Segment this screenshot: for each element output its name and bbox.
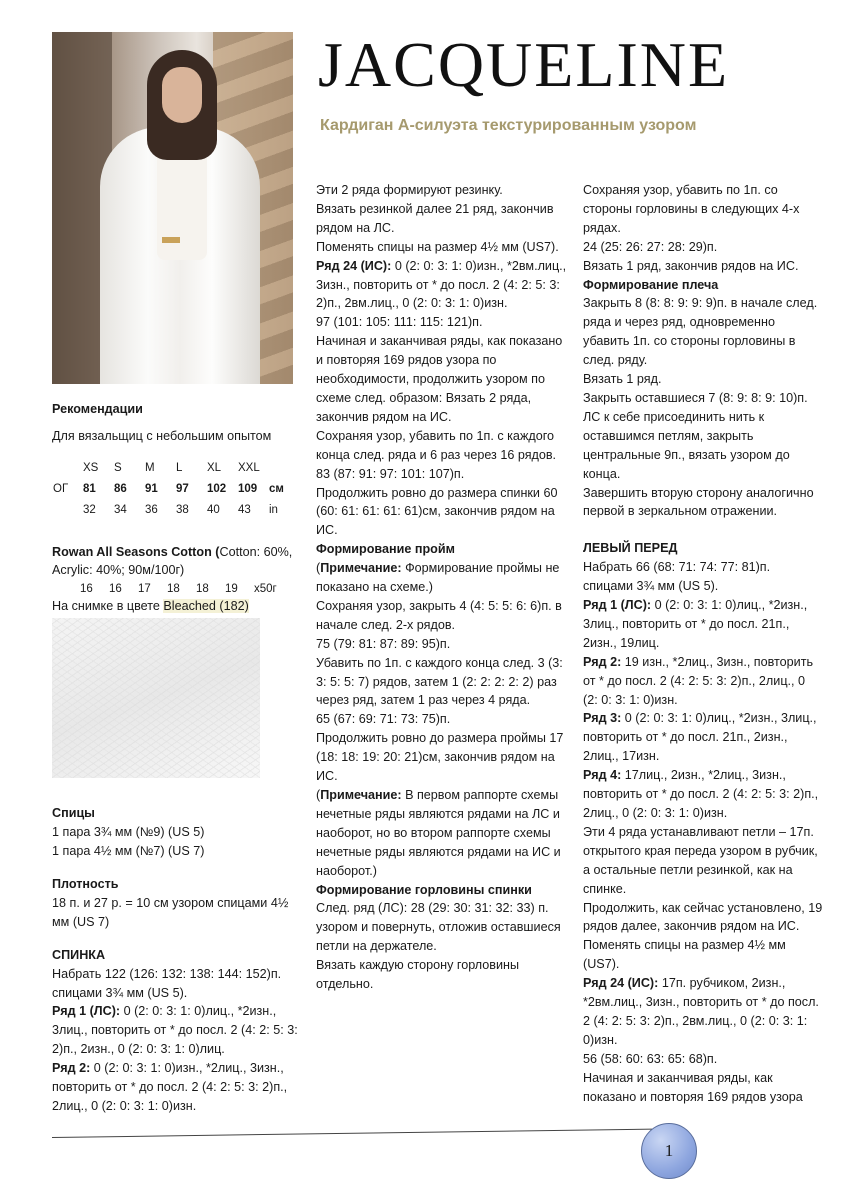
back-neck-heading: Формирование горловины спинки	[316, 882, 532, 897]
inch-cell: 34	[114, 503, 127, 516]
inch-cell: 43	[238, 503, 251, 516]
row-2	[583, 653, 823, 710]
paragraph: 65 (67: 69: 71: 73: 75)п.	[316, 712, 451, 727]
back-cast-on: Набрать 122 (126: 132: 138: 144: 152)п. спицами 3¾ мм (US 5).	[52, 966, 282, 1000]
paragraph: 83 (87: 91: 97: 101: 107)п.	[316, 466, 465, 481]
back-row-2	[52, 1059, 300, 1116]
paragraph: Вязать 1 ряд, закончив рядов на ИС.	[583, 258, 799, 273]
armhole-heading: Формирование пройм	[316, 542, 455, 557]
left-front-heading: ЛЕВЫЙ ПЕРЕД	[583, 541, 678, 556]
size-cell: S	[114, 461, 122, 474]
yarn-quantity-row	[52, 580, 300, 597]
yarn-qty: 16	[80, 583, 93, 596]
page-subtitle: Кардиган А-силуэта текстурированным узором	[320, 117, 697, 134]
paragraph: Поменять спицы на размер 4½ мм (US7).	[316, 239, 559, 254]
yarn-qty: 18	[196, 583, 209, 596]
row-label: Ряд 3:	[583, 711, 625, 726]
note-text: Формирование проймы не показано на схеме.)	[316, 561, 560, 595]
paragraph: Вязать каждую сторону горловины отдельно.	[316, 958, 520, 992]
size-labels-row	[52, 458, 294, 479]
paragraph: Эти 2 ряда формируют резинку.	[316, 183, 503, 197]
row-text: 0 (2: 0: 3: 1: 0)изн., *2лиц., 3изн., повторить от * до посл. 2 (4: 2: 5: 3: 2)п., 2лиц., 0 (2: 0: 3: 1: 0)изн.	[52, 1061, 288, 1113]
row-label: Ряд 2:	[583, 654, 625, 669]
row-label: Ряд 24 (ИС):	[583, 976, 662, 991]
right-column	[583, 181, 823, 1107]
paragraph: 24 (25: 26: 27: 28: 29)п.	[583, 239, 718, 254]
size-cell: XS	[83, 461, 99, 474]
yarn-composition: Cotton: 60%, Acrylic: 40%; 90м/100г)	[52, 544, 293, 578]
inch-cell	[52, 500, 82, 521]
size-cell: L	[176, 461, 183, 474]
row-label: Ряд 1 (ЛС):	[583, 598, 655, 613]
size-cell: XXL	[238, 461, 260, 474]
note-label: Примечание:	[320, 561, 406, 576]
row-24	[316, 257, 568, 314]
left-column	[52, 400, 300, 1116]
row-label: Ряд 2:	[52, 1061, 94, 1076]
row-label: Ряд 1 (ЛС):	[52, 1004, 124, 1019]
row-text: 17п. рубчиком, 2изн., *2вм.лиц., 3изн., повторить от * до посл. 2 (4: 2: 5: 3: 2)п., 2вм.лиц., 0 (2: 0: 3: 1: 0)изн.	[583, 976, 819, 1047]
size-table	[52, 458, 294, 521]
needles-line: 1 пара 4½ мм (№7) (US 7)	[52, 844, 205, 859]
paragraph: Продолжить ровно до размера проймы 17 (18: 18: 19: 20: 21)см, закончив рядом на ИС.	[316, 731, 564, 784]
recommendations-text: Для вязальщиц с небольшим опытом	[52, 428, 272, 443]
back-row-1	[52, 1002, 300, 1059]
row-24	[583, 974, 823, 1050]
chest-cell: ОГ	[53, 482, 69, 495]
size-cell: XL	[207, 461, 222, 474]
row-text: 19 изн., *2лиц., 3изн., повторить от * до посл. 2 (4: 2: 5: 3: 2)п., 2лиц., 0 (2: 0: 3: 1: 0)изн.	[583, 654, 814, 707]
paren: (	[316, 561, 321, 576]
size-cell: M	[145, 461, 155, 474]
note-label: Примечание:	[320, 788, 406, 802]
inch-cell: 32	[83, 503, 96, 516]
paragraph: ЛС к себе присоединить нить к оставшимся петлям, закрыть центральные 9п., вязать узором до конца.	[583, 409, 790, 481]
chest-cell: см	[269, 482, 284, 495]
yarn-name: Rowan All Seasons Cotton (	[52, 544, 220, 559]
row-3	[583, 709, 823, 766]
paragraph: Продолжить, как сейчас установлено, 19 рядов далее, закончив рядом на ИС.	[583, 900, 823, 934]
footer-divider	[52, 1129, 652, 1138]
chest-row	[52, 479, 294, 500]
shoulder-heading: Формирование плеча	[583, 277, 719, 292]
row-label: Ряд 24 (ИС):	[316, 258, 395, 273]
middle-column	[316, 181, 568, 994]
needles-line: 1 пара 3¾ мм (№9) (US 5)	[52, 825, 205, 840]
gauge-heading: Плотность	[52, 876, 119, 891]
page-number: 1	[641, 1123, 697, 1179]
paragraph: Начиная и заканчивая ряды, как показано и повторяя 169 рядов узора	[583, 1070, 803, 1104]
chest-cell: 81	[83, 482, 96, 495]
paragraph: Вязать резинкой далее 21 ряд, закончив рядом на ЛС.	[316, 201, 554, 235]
paragraph: Вязать 1 ряд.	[583, 372, 662, 387]
yarn-qty: 16	[109, 583, 122, 596]
yarn-swatch-image	[52, 618, 260, 778]
inch-row	[52, 500, 294, 521]
paragraph: Закрыть 8 (8: 8: 9: 9: 9)п. в начале след. ряда и через ряд, одновременно убавить 1п. со стороны горловины в след. ряду.	[583, 296, 818, 368]
inch-cell: in	[269, 503, 278, 516]
paragraph: Продолжить ровно до размера спинки 60 (60: 61: 61: 61: 61)см, закончив рядом на ИС.	[316, 485, 558, 538]
paragraph: Поменять спицы на размер 4½ мм (US7).	[583, 938, 786, 972]
yarn-qty: x50г	[254, 583, 277, 596]
paragraph: След. ряд (ЛС): 28 (29: 30: 31: 32: 33) п. узором и повернуть, отложив оставшиеся петли на держателе.	[316, 901, 561, 954]
paragraph: Завершить вторую сторону аналогично первой в зеркальном отражении.	[583, 485, 814, 519]
note-2	[316, 786, 568, 881]
note-text: В первом раппорте схемы нечетные ряды являются рядами на ЛС и наоборот, но во втором раппорте схемы нечетные ряды являются рядами на ИС и наоборот.)	[316, 788, 561, 878]
inch-cell: 40	[207, 503, 220, 516]
paragraph: 75 (79: 81: 87: 89: 95)п.	[316, 636, 451, 651]
gauge-text: 18 п. и 27 р. = 10 см узором спицами 4½ мм (US 7)	[52, 895, 289, 929]
yarn-qty: 19	[225, 583, 238, 596]
chest-cell: 102	[207, 482, 227, 495]
paragraph: Закрыть оставшиеся 7 (8: 9: 8: 9: 10)п.	[583, 390, 808, 405]
row-text: 0 (2: 0: 3: 1: 0)лиц., *2изн., 3лиц., повторить от * до посл. 2 (4: 2: 5: 3: 2)п., 2изн., 0 (2: 0: 3: 1: 0)лиц.	[52, 1004, 298, 1057]
row-text: 0 (2: 0: 3: 1: 0)лиц., *2изн., 3лиц., повторить от * до посл. 21п., 2изн., 19лиц.	[583, 598, 808, 650]
paragraph: Сохраняя узор, убавить по 1п. с каждого конца след. ряда и 6 раз через 16 рядов.	[316, 428, 557, 462]
row-4	[583, 766, 823, 823]
model-photo	[52, 32, 293, 384]
yarn-color	[52, 597, 300, 616]
row-text: 0 (2: 0: 3: 1: 0)изн., *2вм.лиц., 3изн., повторить от * до посл. 2 (4: 2: 5: 3: 2)п., 2вм.лиц., 0 (2: 0: 3: 1: 0)изн.	[316, 258, 567, 311]
paragraph: 97 (101: 105: 111: 115: 121)п.	[316, 315, 483, 330]
paragraph: 56 (58: 60: 63: 65: 68)п.	[583, 1051, 718, 1066]
inch-cell: 36	[145, 503, 158, 516]
row-1	[583, 596, 823, 653]
needles-heading: Спицы	[52, 806, 95, 821]
row-text: 0 (2: 0: 3: 1: 0)лиц., *2изн., 3лиц., повторить от * до посл. 21п., 2изн., 2лиц., 17изн.	[583, 711, 817, 764]
yarn-qty: 17	[138, 583, 151, 596]
paragraph: Начиная и заканчивая ряды, как показано и повторяя 169 рядов узора по необходимости, продолжить узором по схеме след. образом: Вязать 2 ряда, закончив рядом на ИС.	[316, 334, 563, 424]
paragraph: Сохраняя узор, убавить по 1п. со стороны горловины в следующих 4-х рядах.	[583, 183, 800, 235]
inch-cell: 38	[176, 503, 189, 516]
recommendations-heading: Рекомендации	[52, 402, 143, 416]
paragraph: Убавить по 1п. с каждого конца след. 3 (3: 3: 5: 5: 7) рядов, затем 1 (2: 2: 2: 2: 2) раз через ряд, затем 1 раз через 4 ряда.	[316, 655, 563, 708]
chest-cell: 91	[145, 482, 158, 495]
chest-cell: 109	[238, 482, 258, 495]
size-cell	[268, 458, 294, 479]
color-name: Bleached (182)	[163, 599, 249, 614]
yarn-qty: 18	[167, 583, 180, 596]
chest-cell: 97	[176, 482, 189, 495]
yarn-description	[52, 543, 300, 581]
size-cell	[52, 458, 82, 479]
paragraph: Эти 4 ряда устанавливают петли – 17п. открытого края переда узором в рубчик, а остальные петли резинкой, как на спинке.	[583, 824, 818, 896]
page-title: JACQUELINE	[318, 29, 730, 100]
note-1	[316, 559, 568, 597]
row-text: 17лиц., 2изн., *2лиц., 3изн., повторить от * до посл. 2 (4: 2: 5: 3: 2)п., 2лиц., 0 (2: 0: 3: 1: 0)изн.	[583, 768, 819, 820]
back-heading: СПИНКА	[52, 947, 106, 962]
paragraph: Набрать 66 (68: 71: 74: 77: 81)п. спицами 3¾ мм (US 5).	[583, 560, 771, 594]
color-prefix: На снимке в цвете	[52, 599, 164, 614]
row-label: Ряд 4:	[583, 768, 625, 783]
paragraph: Сохраняя узор, закрыть 4 (4: 5: 5: 6: 6)п. в начале след. 2-х рядов.	[316, 598, 562, 632]
paren: (	[316, 788, 321, 802]
chest-cell: 86	[114, 482, 127, 495]
